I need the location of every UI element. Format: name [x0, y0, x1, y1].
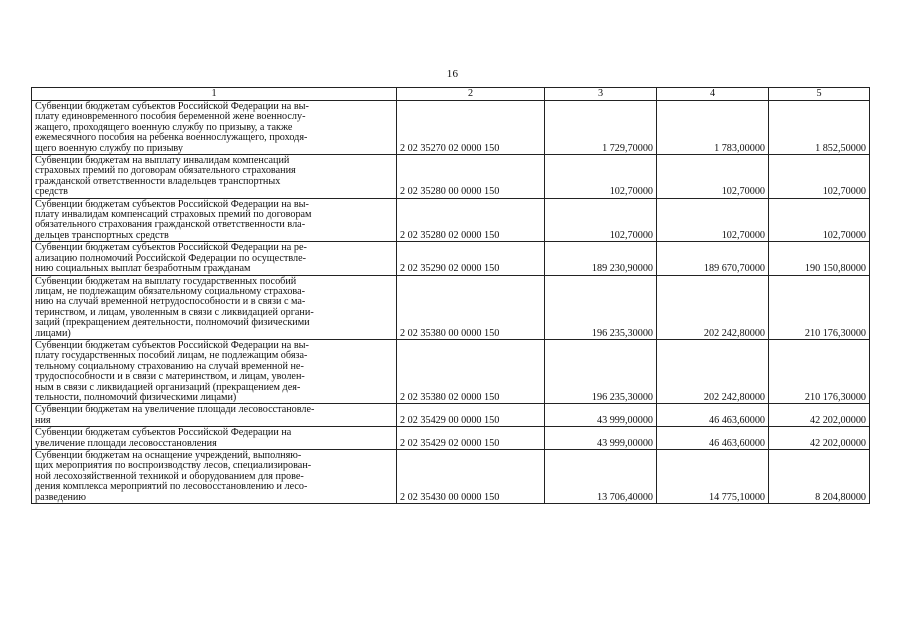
row-value-year3: 102,70000 [769, 198, 870, 242]
row-description [32, 155, 397, 199]
row-value-year2: 1 783,00000 [657, 101, 769, 155]
row-description [32, 404, 397, 427]
row-value-year1: 43 999,00000 [545, 427, 657, 450]
row-value-year1: 43 999,00000 [545, 404, 657, 427]
row-value-year1: 189 230,90000 [545, 242, 657, 275]
description-line: теринством, и лицам, уволенным в связи с ликвидацией органи- [35, 306, 314, 318]
description-line: ния [35, 414, 51, 426]
description-line: Субвенции бюджетам на оснащение учреждений, выполняю- [35, 450, 302, 461]
row-value-year3: 190 150,80000 [769, 242, 870, 275]
description-line: ализацию полномочий Российской Федерации по осуществле- [35, 252, 307, 264]
table-row [32, 339, 870, 403]
description-line: Субвенции бюджетам на увеличение площади лесовосстановле- [35, 404, 315, 416]
description-line: нию социальных выплат безработным гражданам [35, 263, 251, 275]
row-description [32, 198, 397, 242]
description-line: ной лесохозяйственной техникой и оборудованием для прове- [35, 470, 304, 482]
column-header: 1 [32, 88, 397, 101]
description-line: тельному социальному страхованию на случай временной не- [35, 360, 304, 372]
description-line: лицами) [35, 327, 71, 339]
row-value-year1: 13 706,40000 [545, 450, 657, 504]
row-value-year3: 1 852,50000 [769, 101, 870, 155]
table-row [32, 427, 870, 450]
description-line: Субвенции бюджетам субъектов Российской Федерации на вы- [35, 339, 309, 351]
description-line: трудоспособности и в связи с материнством, и лицам, уволен- [35, 371, 305, 383]
description-line: плату единовременного пособия беременной жене военнослу- [35, 111, 306, 123]
table-row [32, 101, 870, 155]
description-line: тельности, полномочий физическими лицами) [35, 391, 237, 403]
description-line: Субвенции бюджетам субъектов Российской Федерации на вы- [35, 198, 309, 210]
row-code: 2 02 35280 02 0000 150 [397, 198, 545, 242]
column-header: 3 [545, 88, 657, 101]
description-line: разведению [35, 491, 86, 503]
row-value-year1: 196 235,30000 [545, 275, 657, 339]
row-value-year2: 102,70000 [657, 155, 769, 199]
row-value-year2: 202 242,80000 [657, 275, 769, 339]
row-description [32, 242, 397, 275]
budget-table [31, 87, 870, 504]
row-value-year1: 196 235,30000 [545, 339, 657, 403]
table-row [32, 404, 870, 427]
table-row [32, 242, 870, 275]
description-line: плату инвалидам компенсаций страховых премий по договорам [35, 209, 312, 221]
row-code: 2 02 35380 02 0000 150 [397, 339, 545, 403]
table-row [32, 275, 870, 339]
description-line: заций (прекращением деятельности, полномочий физическими [35, 317, 310, 329]
row-code: 2 02 35380 00 0000 150 [397, 275, 545, 339]
description-line: нию на случай временной нетрудоспособности и в связи с ма- [35, 296, 306, 308]
row-value-year3: 210 176,30000 [769, 275, 870, 339]
description-line: гражданской ответственности владельцев транспортных [35, 175, 281, 187]
row-code: 2 02 35290 02 0000 150 [397, 242, 545, 275]
table-row [32, 450, 870, 504]
row-description [32, 101, 397, 155]
row-value-year1: 102,70000 [545, 155, 657, 199]
description-line: дельцев транспортных средств [35, 229, 169, 241]
row-value-year2: 102,70000 [657, 198, 769, 242]
page-number: 16 [446, 68, 459, 80]
description-line: Субвенции бюджетам субъектов Российской Федерации на вы- [35, 101, 309, 112]
description-line: ежемесячного пособия на ребенка военнослужащего, проходя- [35, 132, 308, 144]
column-header: 4 [657, 88, 769, 101]
column-header: 5 [769, 88, 870, 101]
row-description [32, 275, 397, 339]
row-code: 2 02 35270 02 0000 150 [397, 101, 545, 155]
description-line: страховых премий по договорам обязательного страхования [35, 165, 296, 177]
description-line: увеличение площади лесовосстановления [35, 437, 217, 449]
description-line: ным в связи с ликвидацией организаций (прекращением дея- [35, 381, 301, 393]
description-line: плату государственных пособий лицам, не подлежащим обяза- [35, 350, 308, 362]
row-value-year3: 42 202,00000 [769, 427, 870, 450]
row-description [32, 450, 397, 504]
description-line: Субвенции бюджетам на выплату государственных пособий [35, 275, 297, 287]
description-line: дения комплекса мероприятий по лесовосстановлению и лесо- [35, 481, 308, 493]
description-line: щего военную службу по призыву [35, 142, 183, 154]
table-row [32, 155, 870, 199]
description-line: Субвенции бюджетам субъектов Российской Федерации на [35, 427, 292, 439]
description-line: средств [35, 186, 68, 198]
description-line: щих мероприятия по воспроизводству лесов, специализирован- [35, 460, 312, 472]
row-value-year2: 46 463,60000 [657, 427, 769, 450]
row-code: 2 02 35430 00 0000 150 [397, 450, 545, 504]
description-line: обязательного страхования гражданской ответственности вла- [35, 219, 306, 231]
row-value-year1: 1 729,70000 [545, 101, 657, 155]
row-code: 2 02 35429 02 0000 150 [397, 427, 545, 450]
row-code: 2 02 35280 00 0000 150 [397, 155, 545, 199]
row-description [32, 339, 397, 403]
row-code: 2 02 35429 00 0000 150 [397, 404, 545, 427]
row-value-year3: 102,70000 [769, 155, 870, 199]
table-header-row [32, 88, 870, 101]
description-line: лицам, не подлежащим обязательному социальному страхова- [35, 285, 305, 297]
description-line: Субвенции бюджетам на выплату инвалидам компенсаций [35, 155, 290, 167]
description-line: Субвенции бюджетам субъектов Российской Федерации на ре- [35, 242, 307, 254]
row-value-year2: 189 670,70000 [657, 242, 769, 275]
column-header: 2 [397, 88, 545, 101]
row-value-year1: 102,70000 [545, 198, 657, 242]
row-value-year3: 8 204,80000 [769, 450, 870, 504]
row-description [32, 427, 397, 450]
row-value-year2: 202 242,80000 [657, 339, 769, 403]
row-value-year2: 14 775,10000 [657, 450, 769, 504]
row-value-year3: 210 176,30000 [769, 339, 870, 403]
table-row [32, 198, 870, 242]
description-line: жащего, проходящего военную службу по призыву, а также [35, 121, 293, 133]
row-value-year2: 46 463,60000 [657, 404, 769, 427]
row-value-year3: 42 202,00000 [769, 404, 870, 427]
